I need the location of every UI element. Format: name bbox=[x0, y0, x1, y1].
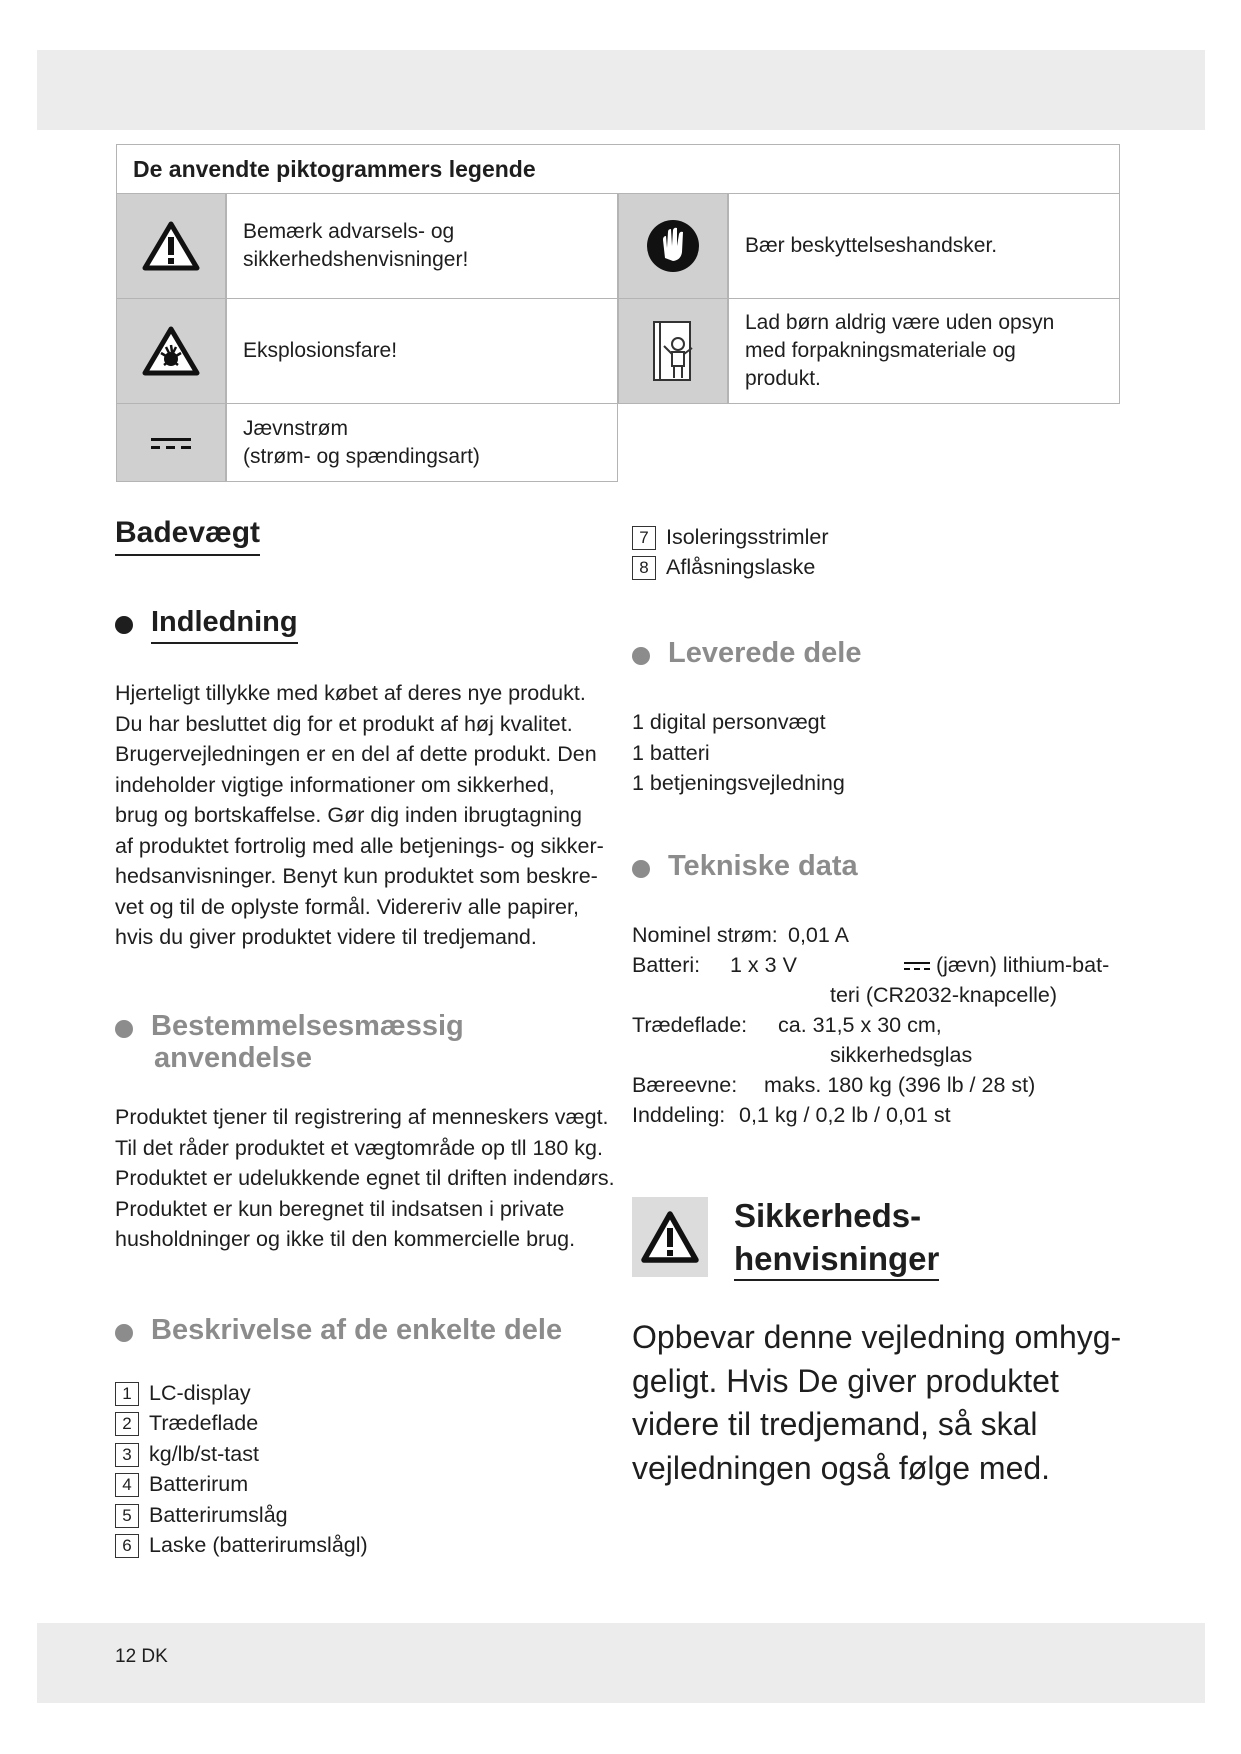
tech-surface-label: Trædeflade: bbox=[632, 1013, 748, 1037]
explosion-icon bbox=[116, 299, 226, 404]
text-line: husholdninger og ikke til den kommercielle brug. bbox=[115, 1227, 576, 1251]
tech-division-label: Inddeling: bbox=[632, 1103, 726, 1127]
bullet-icon bbox=[632, 647, 650, 665]
text-line: Produktet er kun beregnet til indsatsen i private bbox=[115, 1196, 565, 1221]
intended-use-heading-text bbox=[151, 1010, 464, 1074]
tech-battery-value: 1 x 3 V bbox=[730, 953, 797, 977]
part-number: 3 bbox=[115, 1443, 139, 1467]
tech-battery-label: Batteri: bbox=[632, 953, 701, 977]
footer-band bbox=[37, 1623, 1205, 1703]
text-line: vet og til de oplyste formål. Viderегiv alle papirer, bbox=[115, 894, 579, 919]
parts-heading-text: Beskrivelse af de enkelte dele bbox=[151, 1314, 563, 1346]
tech-battery-type-cont: teri (CR2032-knapcelle) bbox=[830, 983, 1058, 1007]
legend-text-explosion: Eksplosionsfare! bbox=[226, 299, 618, 404]
direct-current-icon bbox=[116, 404, 226, 482]
part-number: 2 bbox=[115, 1412, 139, 1436]
legend-dc-line2: (strøm- og spændingsart) bbox=[243, 444, 480, 468]
bullet-icon bbox=[632, 860, 650, 878]
product-title: Badevægt bbox=[115, 516, 260, 556]
text-line: Hjerteligt tillykke med købet af deres nye produkt. bbox=[115, 681, 586, 705]
bullet-icon bbox=[115, 1324, 133, 1342]
list-item bbox=[115, 1472, 248, 1497]
delivered-list bbox=[632, 707, 845, 799]
intended-use-heading bbox=[115, 1010, 464, 1074]
safety-heading bbox=[734, 1194, 939, 1280]
text-line: hvis du giver produktet videre til tredjemand. bbox=[115, 925, 537, 949]
part-label: Batterirum bbox=[149, 1472, 249, 1496]
text-line: geligt. Hvis De giver produktet bbox=[632, 1362, 1059, 1399]
part-label: Aflåsningslaske bbox=[666, 555, 816, 579]
intro-heading-text: Indledning bbox=[151, 606, 298, 644]
text-line: Til det råder produktet et vægtområde op tll 180 kg. bbox=[115, 1135, 603, 1160]
bullet-icon bbox=[115, 1020, 133, 1038]
text-line: Produktet er udelukkende egnet til driften indendørs. bbox=[115, 1166, 615, 1190]
text-line: 1 digital personvægt bbox=[632, 710, 826, 734]
legend-text-gloves: Bær beskyttelseshandsker. bbox=[728, 194, 1120, 299]
legend-text-dc bbox=[226, 404, 618, 482]
list-item bbox=[115, 1381, 251, 1406]
legend-row bbox=[116, 299, 1120, 404]
list-item bbox=[632, 525, 828, 550]
part-label: kg/lb/st-tast bbox=[149, 1442, 259, 1466]
safety-heading-line1: Sikkerheds- bbox=[734, 1197, 922, 1234]
legend-row bbox=[116, 194, 1120, 299]
intro-heading bbox=[115, 606, 298, 644]
page-number: 12 DK bbox=[115, 1646, 168, 1667]
part-label: Trædeflade bbox=[149, 1411, 259, 1435]
part-number: 7 bbox=[632, 526, 656, 550]
parts-heading bbox=[115, 1314, 562, 1347]
list-item bbox=[115, 1503, 288, 1528]
part-number: 1 bbox=[115, 1382, 139, 1406]
tech-heading bbox=[632, 850, 858, 883]
text-line: 1 batteri bbox=[632, 740, 710, 765]
legend-text-children: Lad børn aldrig være uden opsyn med forpakningsmateriale og produkt. bbox=[728, 299, 1120, 404]
pictogram-legend-table bbox=[116, 144, 1120, 482]
part-number: 4 bbox=[115, 1473, 139, 1497]
text-line: vejledningen også følge med. bbox=[632, 1449, 1051, 1486]
list-item bbox=[115, 1533, 368, 1558]
text-line: Produktet tjener til registrering af menneskers vægt. bbox=[115, 1105, 609, 1129]
gloves-icon bbox=[618, 194, 728, 299]
delivered-heading-text: Leverede dele bbox=[668, 637, 862, 669]
warning-triangle-icon bbox=[116, 194, 226, 299]
part-number: 6 bbox=[115, 1534, 139, 1558]
text-line: 1 betjeningsvejledning bbox=[632, 771, 845, 795]
safety-paragraph bbox=[632, 1316, 1132, 1490]
intro-paragraph bbox=[115, 678, 604, 953]
intended-use-paragraph bbox=[115, 1102, 615, 1255]
list-item bbox=[632, 555, 815, 580]
text-line: Opbevar denne vejledning omhyg- bbox=[632, 1319, 1122, 1355]
tech-surface-value: ca. 31,5 x 30 cm, bbox=[778, 1013, 942, 1037]
child-packaging-icon bbox=[618, 299, 728, 404]
legend-dc-line1: Jævnstrøm bbox=[243, 416, 348, 440]
part-label: Isoleringsstrimler bbox=[666, 525, 829, 549]
tech-capacity-value: maks. 180 kg (396 lb / 28 st) bbox=[764, 1073, 1036, 1097]
text-line: hedsanvisninger. Benyt kun produktet som beskre- bbox=[115, 864, 598, 888]
tech-current-label: Nominel strøm: bbox=[632, 923, 778, 947]
part-label: Batterirumslåg bbox=[149, 1503, 288, 1527]
tech-capacity-label: Bæreevne: bbox=[632, 1073, 738, 1097]
text-line: Brugervejledningen er en del af dette produkt. Den bbox=[115, 742, 597, 766]
legend-title: De anvendte piktogrammers legende bbox=[116, 144, 1120, 194]
part-label: LC-display bbox=[149, 1381, 251, 1405]
list-item bbox=[115, 1411, 258, 1436]
tech-heading-text: Tekniske data bbox=[668, 850, 858, 882]
text-line: videre til tredjemand, så skal bbox=[632, 1406, 1038, 1442]
tech-surface-value-cont: sikkerhedsglas bbox=[830, 1043, 973, 1067]
text-line: Du har besluttet dig for et produkt af høj kvalitet. bbox=[115, 711, 573, 736]
direct-current-icon bbox=[903, 950, 931, 981]
bullet-icon bbox=[115, 616, 133, 634]
text-line: af produktet fortrolig med alle betjenings- og sikker- bbox=[115, 833, 604, 858]
text-line: brug og bortskaffelse. Gør dig inden ibrugtagning bbox=[115, 803, 582, 827]
delivered-heading bbox=[632, 637, 861, 670]
tech-division-value: 0,1 kg / 0,2 lb / 0,01 st bbox=[739, 1103, 951, 1127]
part-number: 5 bbox=[115, 1504, 139, 1528]
tech-current-value: 0,01 A bbox=[788, 923, 849, 947]
legend-text-warning: Bemærk advarsels- og sikkerhedshenvisninger! bbox=[226, 194, 618, 299]
text-line: indeholder vigtige informationer om sikkerhed, bbox=[115, 772, 555, 797]
legend-row bbox=[116, 404, 1120, 482]
list-item bbox=[115, 1442, 259, 1467]
heading-line: Bestemmelsesmæssig bbox=[151, 1010, 464, 1042]
tech-battery-type: (jævn) lithium-bat- bbox=[936, 953, 1110, 977]
safety-warning-icon bbox=[632, 1197, 708, 1277]
part-number: 8 bbox=[632, 556, 656, 580]
part-label: Laske (batterirumslågl) bbox=[149, 1533, 368, 1557]
heading-line: anvendelse bbox=[154, 1042, 312, 1074]
safety-heading-line2: henvisninger bbox=[734, 1240, 939, 1281]
header-band bbox=[37, 50, 1205, 130]
